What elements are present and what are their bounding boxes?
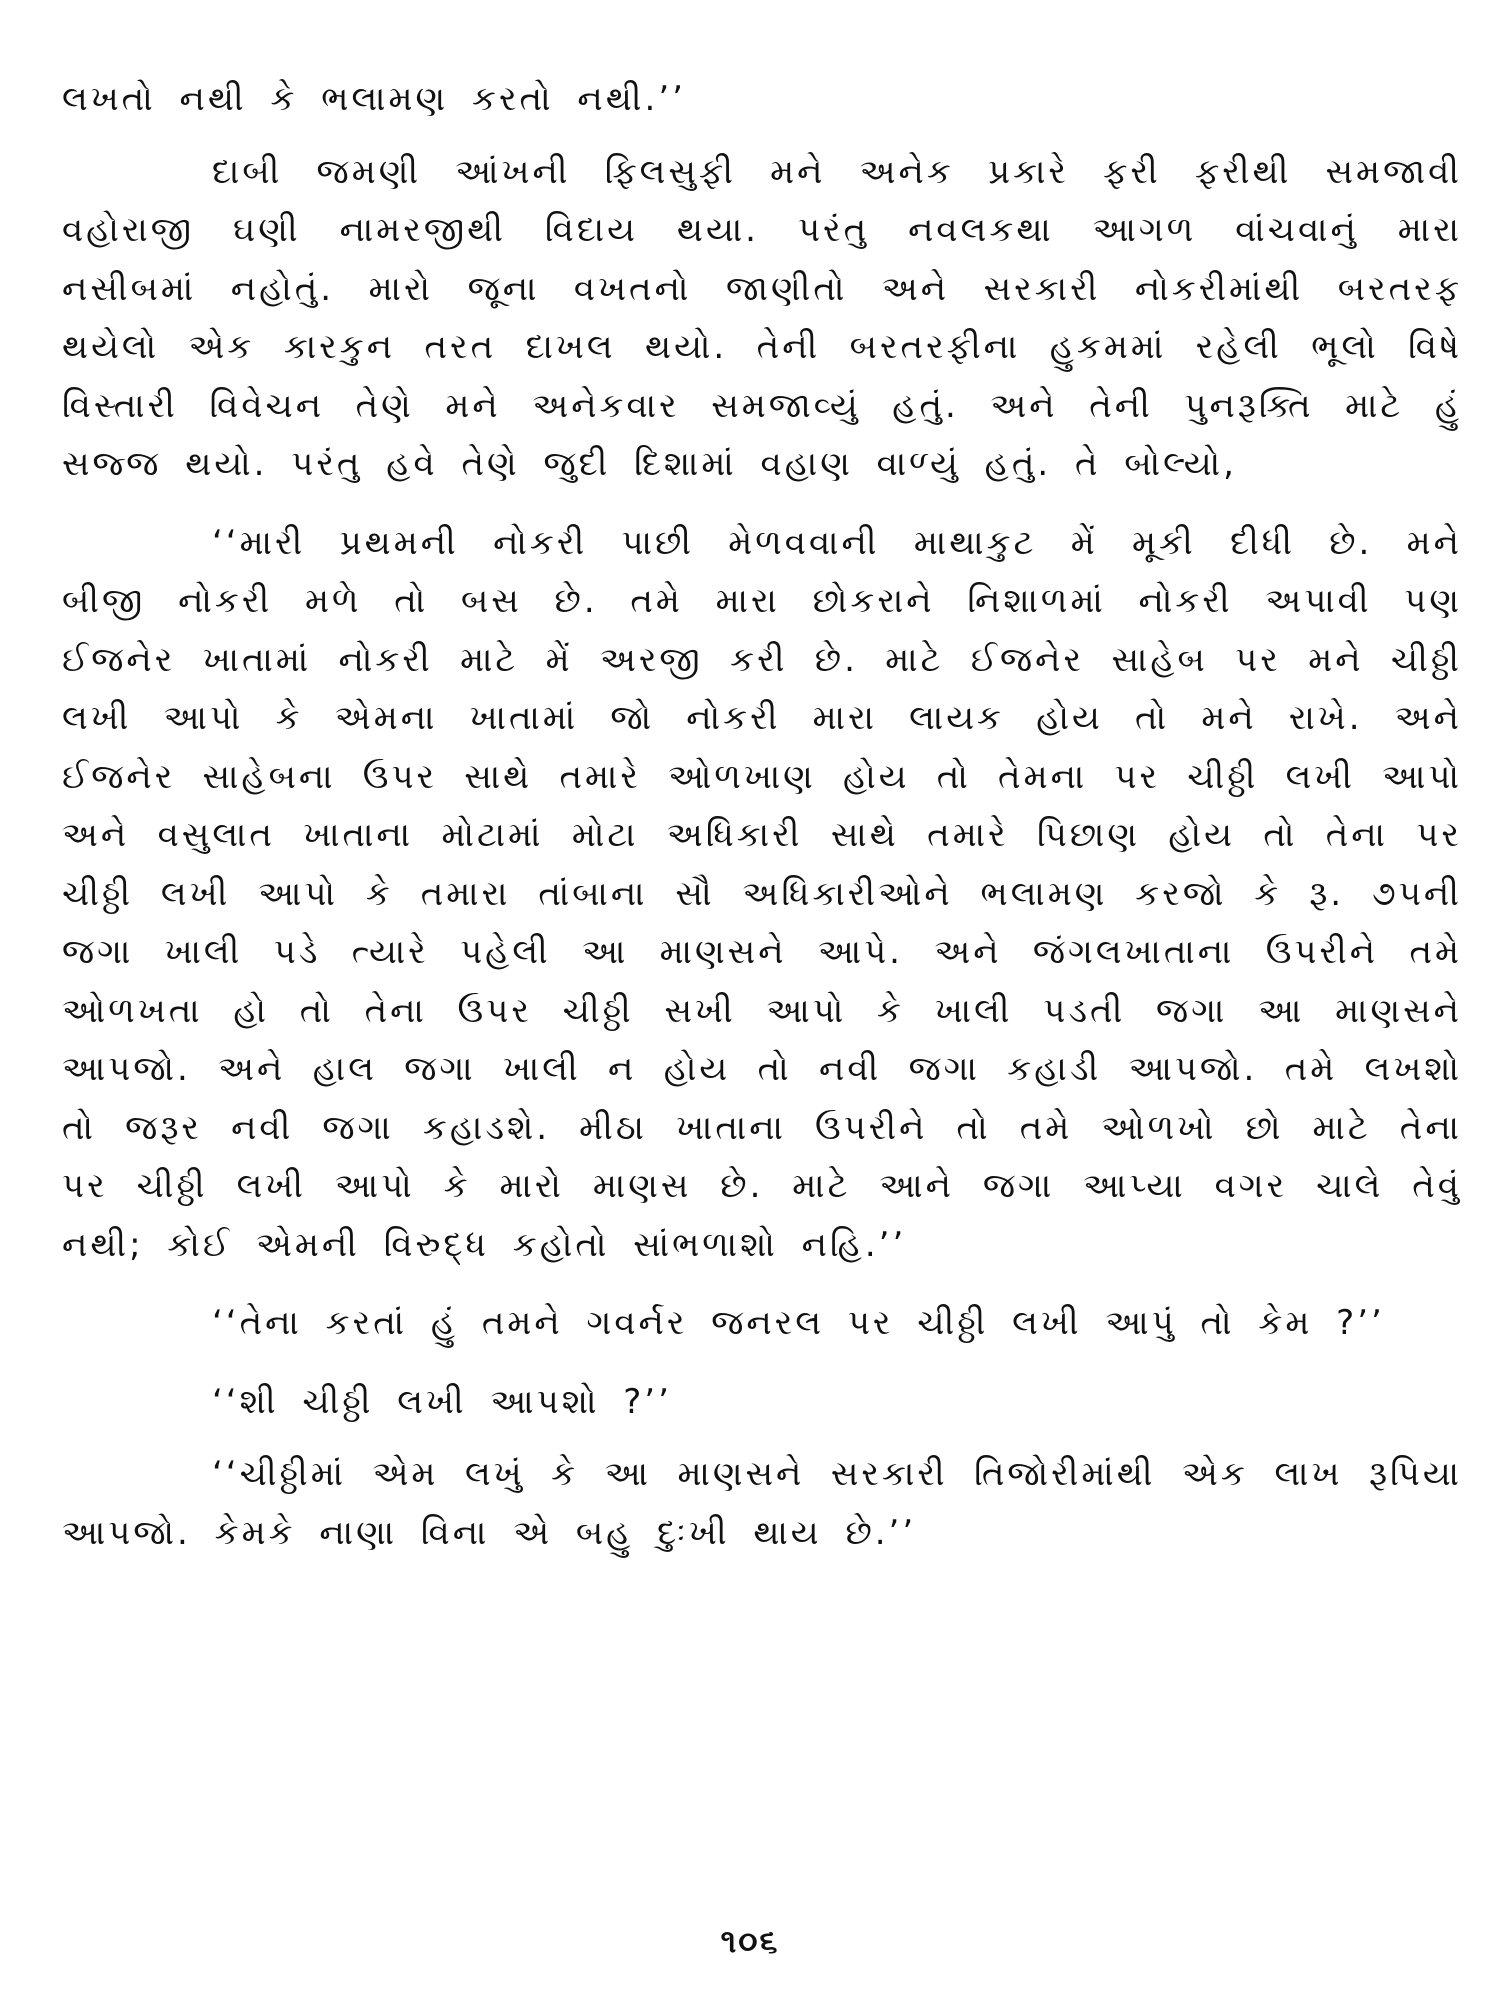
page-number: ૧૦૬ [720, 1922, 780, 1960]
paragraph-reply: ‘‘તેના કરતાં હું તમને ગવર્નર જનરલ પર ચીઠ્ઠી લખી આપું તો કેમ ?’’ [212, 1303, 1385, 1343]
paragraph-continuation: લખતો નથી કે ભલામણ કરતો નથી.’’ [62, 79, 686, 119]
paragraph-clerk-request: ‘‘મારી પ્રથમની નોકરી પાછી મેળવવાની માથાકુટ મેં મૂકી દીધી છે. મને બીજી નોકરી મળે તો બસ છે. તમે મારા છોકરાને નિશાળમાં નોકરી અપાવી પણ ઈજનેર ખાતામાં નોકરી માટે મેં અરજી કરી છે. માટે ઈજનેર સાહેબ પર મને ચીઠ્ઠી લખી આપો કે એમના ખાતામાં જો નોકરી મારા લાયક હોય તો મને રાખે. અને ઈજનેર સાહેબના ઉપર સાથે તમારે ઓળખાણ હોય તો તેમના પર ચીઠ્ઠી લખી આપો અને વસુલાત ખાતાના મોટામાં મોટા અધિકારી સાથે તમારે પિછાણ હોય તો તેના પર ચીઠ્ઠી લખી આપો કે તમારા તાંબાના સૌ અધિકારીઓને ભલામણ કરજો કે રૂ. ૭૫ની જગા ખાલી પડે ત્યારે પહેલી આ માણસને આપે. અને જંગલખાતાના ઉપરીને તમે ઓળખતા હો તો તેના ઉપર ચીઠ્ઠી સખી આપો કે ખાલી પડતી જગા આ માણસને આપજો. અને હાલ જગા ખાલી ન હોય તો નવી જગા કહાડી આપજો. તમે લખશો તો જરૂર નવી જગા કહાડશે. મીઠા ખાતાના ઉપરીને તો તમે ઓળખો છો માટે તેના પર ચીઠ્ઠી લખી આપો કે મારો માણસ છે. માટે આને જગા આપ્યા વગર ચાલે તેવું નથી; કોઈ એમની વિરુદ્ધ કહોતો સાંભળાશો નહિ.’’ [62, 522, 1462, 1265]
paragraph-question: ‘‘શી ચીઠ્ઠી લખી આપશો ?’’ [212, 1381, 672, 1422]
body-text [62, 70, 1462, 1562]
paragraph-narration: દાબી જમણી આંખની ફિલસુફી મને અનેક પ્રકારે ફરી ફરીથી સમજાવી વહોરાજી ઘણી નામરજીથી વિદાય થયા. પરંતુ નવલકથા આગળ વાંચવાનું મારા નસીબમાં નહોતું. મારો જૂના વખતનો જાણીતો અને સરકારી નોકરીમાંથી બરતરફ થયેલો એક કારકુન તરત દાખલ થયો. તેની બરતરફીના હુકમમાં રહેલી ભૂલો વિષે વિસ્તારી વિવેચન તેણે મને અનેકવાર સમજાવ્યું હતું. અને તેની પુનરૂક્તિ માટે હું સજ્જ થયો. પરંતુ હવે તેણે જુદી દિશામાં વહાણ વાળ્યું હતું. તે બોલ્યો, [62, 151, 1462, 484]
paragraph-answer: ‘‘ચીઠ્ઠીમાં એમ લખું કે આ માણસને સરકારી તિજોરીમાંથી એક લાખ રૂપિયા આપજો. કેમકે નાણા વિના એ બહુ દુઃખી થાય છે.’’ [62, 1454, 1462, 1553]
